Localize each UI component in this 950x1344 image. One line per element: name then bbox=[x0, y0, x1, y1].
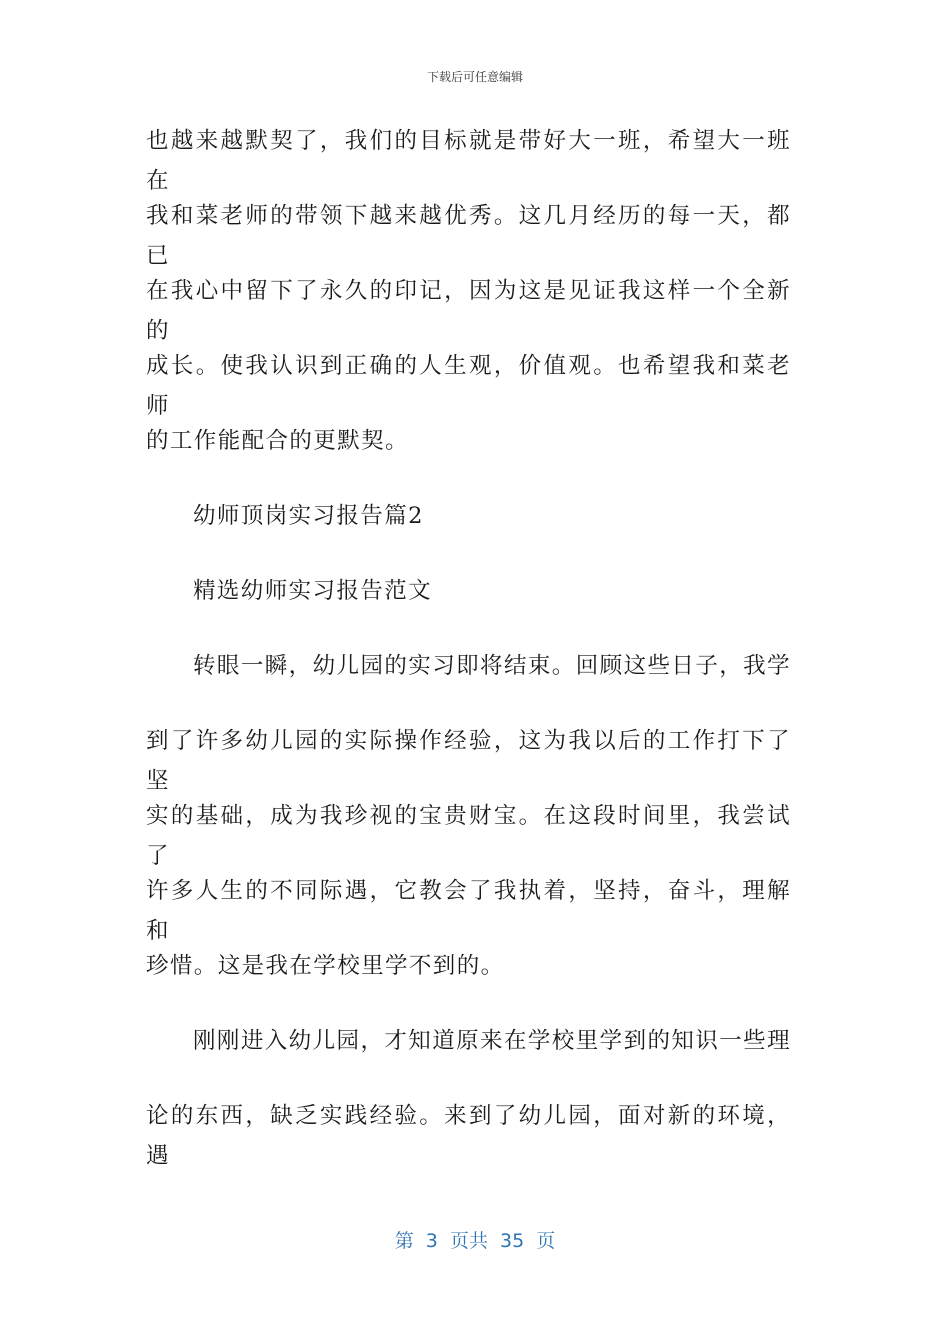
text-line: 在我心中留下了永久的印记，因为这是见证我这样一个全新的 bbox=[146, 278, 791, 344]
text-line: 的工作能配合的更默契。 bbox=[146, 428, 409, 454]
text-line: 刚刚进入幼儿园，才知道原来在学校里学到的知识一些理 bbox=[193, 1028, 791, 1054]
text-line: 许多人生的不同际遇，它教会了我执着，坚持，奋斗，理解和 bbox=[146, 878, 791, 944]
text-line: 也越来越默契了，我们的目标就是带好大一班，希望大一班在 bbox=[146, 128, 791, 194]
section-subheading: 精选幼师实习报告范文 bbox=[193, 578, 433, 604]
text-line: 成长。使我认识到正确的人生观，价值观。也希望我和菜老师 bbox=[146, 353, 791, 419]
page-header: 下载后可任意编辑 bbox=[426, 70, 523, 84]
page-number-footer: 第 3 页共 35 页 bbox=[394, 1230, 556, 1252]
text-line: 我和菜老师的带领下越来越优秀。这几月经历的每一天，都已 bbox=[146, 203, 791, 269]
text-line: 珍惜。这是我在学校里学不到的。 bbox=[146, 953, 505, 979]
text-line: 到了许多幼儿园的实际操作经验，这为我以后的工作打下了坚 bbox=[146, 728, 791, 794]
text-line: 论的东西，缺乏实践经验。来到了幼儿园，面对新的环境，遇 bbox=[146, 1103, 791, 1169]
section-heading: 幼师顶岗实习报告篇2 bbox=[193, 503, 424, 529]
text-line: 实的基础，成为我珍视的宝贵财宝。在这段时间里，我尝试了 bbox=[146, 803, 791, 869]
text-line: 转眼一瞬，幼儿园的实习即将结束。回顾这些日子，我学 bbox=[193, 653, 791, 679]
